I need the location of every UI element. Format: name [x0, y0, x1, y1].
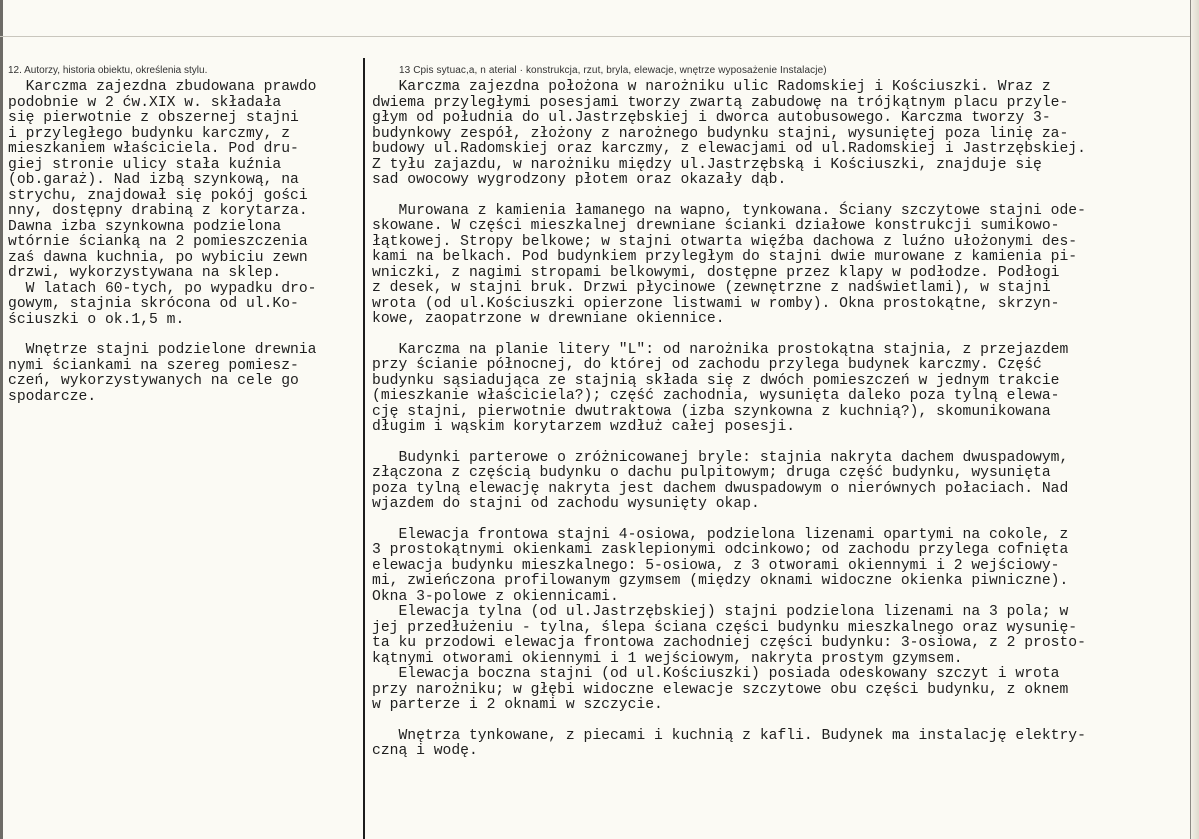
- history-paragraph-1: Karczma zajezdna zbudowana prawdo podobnie w 2 ćw.XIX w. składała się pierwotnie z obszernej stajni i przyległego budynku karczmy, z mieszkaniem właściciela. Pod dru- giej stronie ulicy stała kuźnia (ob.garaż). Nad izbą szynkową, na strychu, znajdował się pokój gości nny, dostępny drabiną z korytarza. Dawna izba szynkowna podzielona wtórnie ścianką na 2 pomieszczenia zaś dawna kuchnia, po wybiciu zewn drzwi, wykorzystywana na sklep. W latach 60-tych, po wypadku dro- gowym, stajnia skrócona od ul.Ko- ściuszki o ok.1,5 m.: [8, 79, 317, 328]
- paragraph-gap: [372, 513, 1086, 528]
- form-top-rule: [0, 36, 1199, 37]
- description-paragraph-5: Elewacja frontowa stajni 4-osiowa, podzielona lizenami opartymi na cokole, z 3 prostokątnymi okienkami zasklepionymi odcinkowo; od zachodu przylega cofnięta elewacja budynku mieszkalnego: 5-osiowa, z 3 otworami okiennymi i 2 wejściowy- mi, zwieńczona profilowanym gzymsem (między oknami widoczne okienka piwniczne). Okna 3-polowe z okiennicami. Elewacja tylna (od ul.Jastrzębskiej) stajni podzielona lizenami na 3 pola; w jej przedłużeniu - tylna, ślepa ściana części budynku mieszkalnego oraz wysunię- ta ku przodowi elewacja frontowa zachodniej części budynku: 3-osiowa, z 2 prosto- kątnymi otworami okiennymi i 1 wejściowym, nakryta prostym gzymsem. Elewacja boczna stajni (od ul.Kościuszki) posiada odeskowany szczyt i wrota przy narożniku; w głębi widoczne elewacje szczytowe obu części budynku, z oknem w parterze i 2 oknami w szczycie.: [372, 526, 1086, 713]
- scan-right-edge: [1190, 0, 1199, 839]
- paragraph-gap: [372, 328, 1086, 343]
- description-paragraph-1: Karczma zajezdna położona w narożniku ulic Radomskiej i Kościuszki. Wraz z dwiema przyległymi posesjami tworzy zwartą zabudowę na trójkątnym placu przyle- głym od południa do ul.Jastrzębskiej i dworca autobusowego. Karczma tworzy 3- budynkowy zespół, złożony z narożnego budynku stajni, wysuniętej poza linię za- budowy ul.Radomskiej oraz karczmy, z elewacjami od ul.Radomskiej i Jastrzębskiej. Z tyłu zajazdu, w narożniku między ul.Jastrzębską i Kościuszki, znajduje się sad owocowy wygrodzony płotem oraz okazały dąb.: [372, 79, 1086, 188]
- section-12-header: 12. Autorzy, historia obiektu, określenia stylu.: [8, 65, 208, 76]
- description-paragraph-3: Karczma na planie litery "L": od narożnika prostokątna stajnia, z przejazdem przy ścianie północnej, do której od zachodu przylega budynek karczmy. Część budynku sąsiadująca ze stajnią składa się z dwóch pomieszczeń w jednym trakcie (mieszkanie właściciela?); część zachodnia, wysunięta daleko poza tylną elewa- cję stajni, pierwotnie dwutraktowa (izba szynkowna z kuchnią?), skomunikowana długim i wąskim korytarzem wzdłuż całej posesji.: [372, 341, 1069, 435]
- scan-left-edge: [0, 0, 3, 839]
- paragraph-gap: [372, 714, 1086, 729]
- history-column: [8, 80, 317, 405]
- paragraph-gap: [372, 436, 1086, 451]
- section-13-header: 13 Cpis sytuac,a, n aterial · konstrukcja, rzut, bryla, elewacje, wnętrze wyposażenie Instalacje): [399, 65, 827, 76]
- column-divider: [363, 58, 365, 839]
- description-paragraph-4: Budynki parterowe o zróżnicowanej bryle: stajnia nakryta dachem dwuspadowym, złączona z częścią budynku o dachu pulpitowym; druga część budynku, wysunięta poza tylną elewację nakryta jest dachem dwuspadowym o nierównych połaciach. Nad wjazdem do stajni od zachodu wysunięty okap.: [372, 449, 1069, 512]
- description-paragraph-2: Murowana z kamienia łamanego na wapno, tynkowana. Ściany szczytowe stajni ode- skowane. W części mieszkalnej drewniane ścianki działowe konstrukcji sumikowo- łątkowej. Stropy belkowe; w stajni otwarta więźba dachowa z luźno ułożonymi des- kami na belkach. Pod budynkiem przyległym do stajni dwie murowane z kamienia pi- wniczki, z nagimi stropami belkowymi, dostępne przez klapy w podłodze. Podłogi z desek, w stajni bruk. Drzwi płycinowe (zewnętrzne z nadświetlami), w stajni wrota (od ul.Kościuszki opierzone listwami w romby). Okna prostokątne, skrzyn- kowe, zaopatrzone w drewniane okiennice.: [372, 202, 1086, 327]
- description-column: [372, 80, 1086, 760]
- description-paragraph-6: Wnętrza tynkowane, z piecami i kuchnią z kafli. Budynek ma instalację elektry- czną i wodę.: [372, 727, 1086, 759]
- history-paragraph-2: Wnętrze stajni podzielone drewnia nymi ściankami na szereg pomiesz- czeń, wykorzystywanych na cele go spodarcze.: [8, 342, 317, 405]
- paragraph-gap: [372, 189, 1086, 204]
- paragraph-gap: [8, 328, 317, 343]
